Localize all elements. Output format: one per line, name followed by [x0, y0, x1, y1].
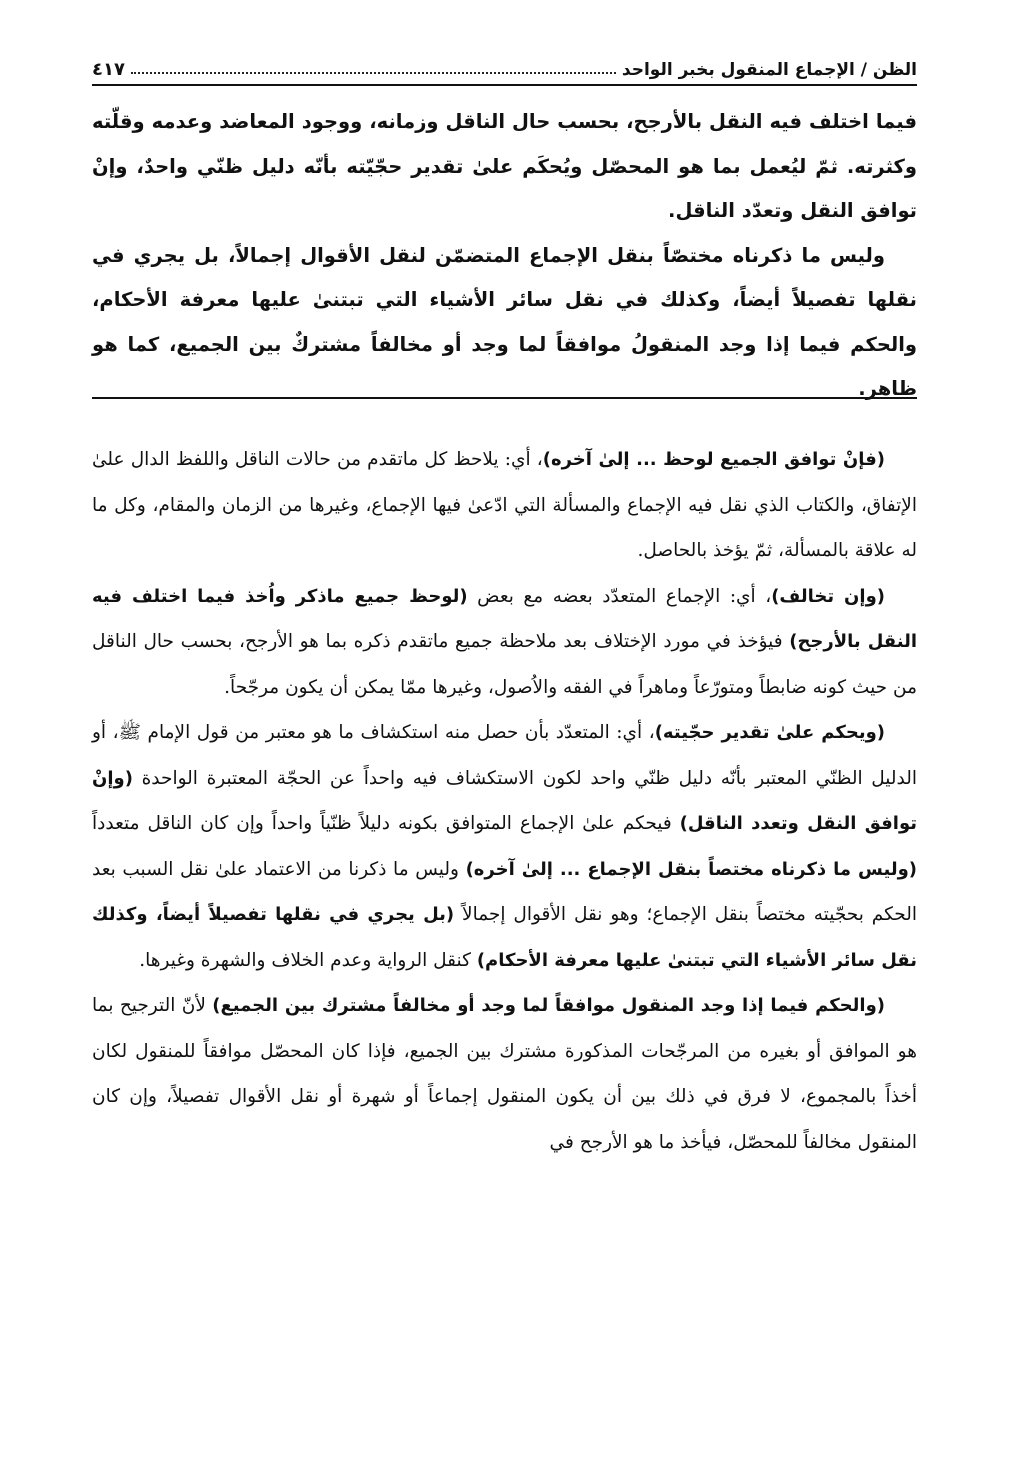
running-header: [92, 40, 917, 86]
commentary-text: كنقل الرواية وعدم الخلاف والشهرة وغيرها.: [139, 949, 477, 971]
commentary-text: وليس ما ذكرنا من الاعتماد علىٰ نقل السبب بعد الحكم بحجّيته مختصاً بنقل الإجماع؛ وهو نقل الأقوال إجمالاً: [92, 858, 918, 925]
quoted-text: (لوحظ جميع ماذكر واُخذ فيما اختلف فيه النقل بالأرجح): [92, 585, 917, 652]
page-number: ٤١٧: [92, 59, 125, 80]
commentary-paragraph: [92, 983, 917, 1165]
quoted-text: (فإنْ توافق الجميع لوحظ ... إلىٰ آخره): [542, 449, 885, 470]
commentary-text: ، أي: الإجماع المتعدّد بعضه مع بعض: [467, 585, 772, 607]
quoted-text: (وليس ما ذكرناه مختصاً بنقل الإجماع ... إلىٰ آخره): [465, 858, 917, 880]
commentary-text: لأنّ الترجيح بما هو الموافق أو بغيره من المرجّحات المذكورة مشترك بين الجميع، فإذا كان المحصّل موافقاً للمنقول لكان أخذاً بالمجموع، لا فرق في ذلك بين أن يكون المنقول إجماعاً أو شهرة أو نقل الأقوال تفصيلاً، وإن كان المنقول مخالفاً للمحصّل، فيأخذ ما هو الأرجح في: [92, 995, 917, 1153]
quoted-text: (والحكم فيما إذا وجد المنقول موافقاً لما وجد أو مخالفاً مشترك بين الجميع): [212, 995, 885, 1016]
header-title: الظن / الإجماع المنقول بخبر الواحد: [621, 60, 917, 80]
header-dot-leader: [131, 72, 616, 74]
main-paragraph: فيما اختلف فيه النقل بالأرجح، بحسب حال الناقل وزمانه، ووجود المعاضد وعدمه وقلّته وكثرته. ثمّ ليُعمل بما هو المحصّل ويُحكَم علىٰ تقدير حجّيّته بأنّه دليل ظنّي واحدٌ، وإنْ توافق النقل وتعدّد الناقل.: [92, 110, 917, 222]
quoted-text: (بل يجري في نقلها تفصيلاً أيضاً، وكذلك نقل سائر الأشياء التي تبتنىٰ عليها معرفة الأحكام): [92, 904, 917, 971]
commentary-block: [92, 437, 917, 1165]
quoted-text: (ويحكم علىٰ تقدير حجّيته): [654, 722, 885, 743]
quoted-text: (وإن تخالف): [771, 585, 885, 607]
commentary-paragraph: [92, 437, 917, 574]
commentary-text: فيؤخذ في مورد الإختلاف بعد ملاحظة جميع ماتقدم ذكره بما هو الأرجح، بحسب حال الناقل من حيث كونه ضابطاً ومتورّعاً وماهراً في الفقه والاُصول، وغيرها ممّا يمكن أن يكون مرجّحاً.: [92, 631, 917, 698]
commentary-text: ، أي: المتعدّد بأن حصل منه استكشاف ما هو معتبر من قول الإمام ﷺ، أو الدليل الظنّي المعتبر بأنّه دليل ظنّي واحد لكون الاستكشاف فيه واحداً عن الحجّة المعتبرة الواحدة: [92, 722, 917, 789]
commentary-paragraph: [92, 710, 917, 983]
commentary-text: ، أي: يلاحظ كل ماتقدم من حالات الناقل واللفظ الدال علىٰ الإتفاق، والكتاب الذي نقل فيه الإجماع والمسألة التي ادّعىٰ فيها الإجماع، وغيرها من الزمان والمقام، وكل ما له علاقة بالمسألة، ثمّ يؤخذ بالحاصل.: [92, 449, 917, 561]
commentary-paragraph: [92, 574, 917, 711]
section-divider: [92, 397, 917, 399]
main-text-block: [92, 100, 917, 412]
commentary-text: فيحكم علىٰ الإجماع المتوافق بكونه دليلاً ظنّياً واحداً وإن كان الناقل متعدداً: [92, 813, 680, 834]
quoted-text: (وإنْ توافق النقل وتعدد الناقل): [92, 767, 917, 834]
main-paragraph: وليس ما ذكرناه مختصّاً بنقل الإجماع المتضمّن لنقل الأقوال إجمالاً، بل يجري في نقلها تفصيلاً أيضاً، وكذلك في نقل سائر الأشياء التي تبتنىٰ عليها معرفة الأحكام، والحكم فيما إذا وجد المنقولُ موافقاً لما وجد أو مخالفاً مشتركٌ بين الجميع، كما هو ظاهر.: [92, 243, 917, 400]
